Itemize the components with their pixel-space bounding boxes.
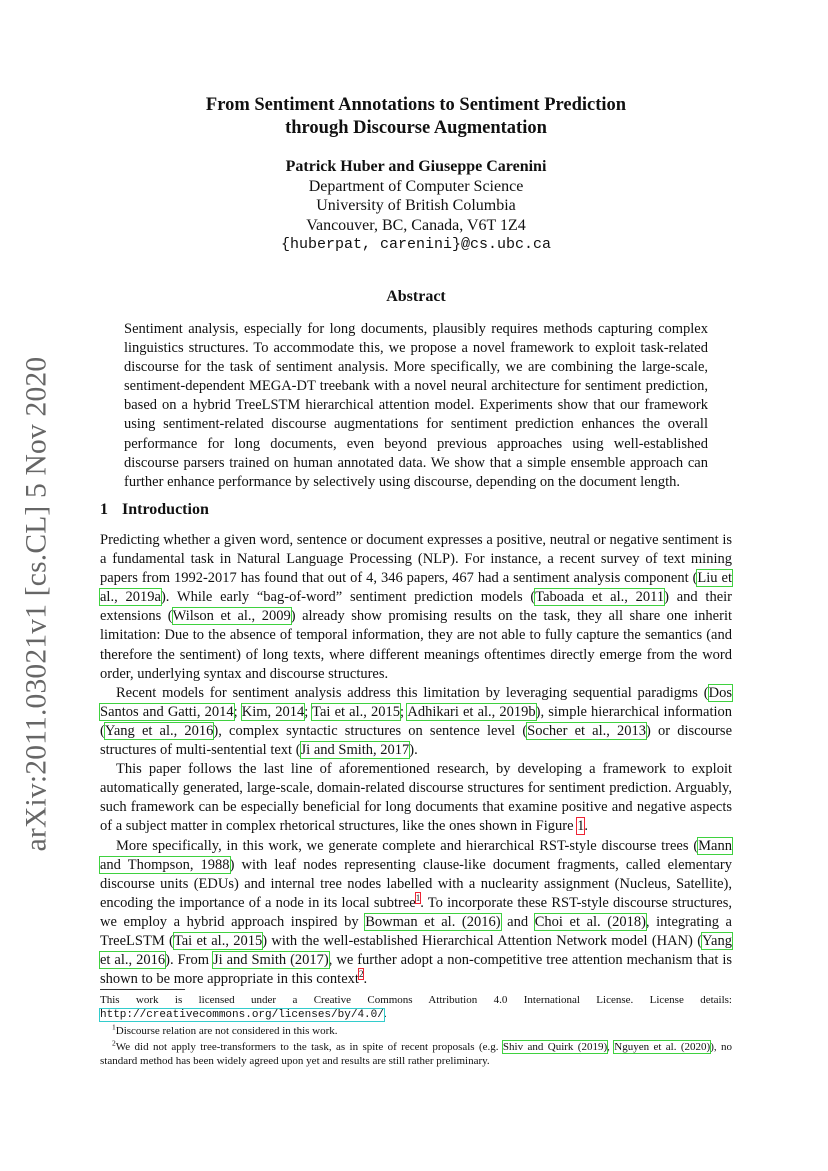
abstract-heading: Abstract — [386, 288, 446, 305]
footnote-text: We did not apply tree-transformers to the task, as in spite of recent proposals (e.g. — [115, 1041, 503, 1053]
section-number: 1 — [100, 501, 108, 518]
text-run: ). From — [165, 952, 213, 969]
citation-link[interactable]: Bowman et al. (2016) — [365, 913, 501, 930]
paragraph-3 — [100, 760, 732, 836]
author-university: University of British Columbia — [316, 197, 516, 214]
license-note — [100, 993, 732, 1022]
citation-link[interactable]: Wilson et al., 2009 — [172, 608, 291, 625]
citation-link[interactable]: Taboada et al., 2011 — [535, 589, 665, 606]
text-run: . — [363, 971, 368, 988]
citation-link[interactable]: Socher et al., 2013 — [527, 722, 647, 739]
text-run: ). — [409, 742, 418, 759]
abstract-text: Sentiment analysis, especially for long documents, plausibly requires methods capturing complex linguistics structures. To accommodate this, we propose a novel framework to exploit task-related discourse for the task of sentiment analysis. More specifically, we are combining the large-scale, sentiment-dependent MEGA-DT treebank with a novel neural architecture for sentiment prediction, based on a hybrid TreeLSTM hierarchical attention model. Experiments show that our framework using sentiment-related discourse augmentations for sentiment prediction enhances the overall performance for long documents, even beyond previous approaches using well-established discourse parsers trained on human annotated data. We show that a simple ensemble approach can further enhance performance by selectively using discourse, depending on the document length. — [124, 321, 708, 490]
author-block — [100, 157, 732, 255]
arxiv-stamp-text: arXiv:2011.03021v1 [cs.CL] 5 Nov 2020 — [20, 356, 53, 852]
text-run: Predicting whether a given word, sentence or document expresses a positive, neutral or negative sentiment is a fundamental task in Natural Language Processing (NLP). For instance, a recent survey of text mining papers from 1992-2017 has found that out of 4, 346 papers, 467 had a sentiment analysis component ( — [100, 532, 732, 587]
text-run: ; — [304, 703, 313, 720]
text-run: and — [500, 913, 535, 930]
footnote-text: ), no standard method has been widely agreed upon yet and results are still rather preliminary. — [100, 1041, 733, 1067]
text-run: ) already show promising results on the task, they all share one inherit limitation: Due to the absence of temporal information, they are not able to fully capture the semantics (and therefore the sentiment) of long texts, where different meanings oftentimes directly emerge from the word order, underlying syntax and discourse structures. — [100, 608, 732, 682]
author-location: Vancouver, BC, Canada, V6T 1Z4 — [306, 216, 526, 234]
section-heading — [100, 501, 209, 519]
text-run: . To incorporate these RST-style discourse structures, we employ a hybrid approach inspired by — [100, 894, 732, 930]
footnote-mark: 1 — [112, 1022, 116, 1032]
text-run: ). While early “bag-of-word” sentiment prediction models ( — [160, 589, 536, 606]
text-run: This paper follows the last line of aforementioned research, by developing a framework to exploit automatically generated, large-scale, domain-related discourse structures for sentiment prediction. Arguably, such framework can be especially beneficial for long documents that examine positive and negative aspects of a subject matter in complex rhetorical structures, like the ones shown in Figure — [100, 761, 732, 835]
paragraph-2 — [100, 684, 732, 760]
text-run: . — [383, 1008, 387, 1020]
citation-link[interactable]: Shiv and Quirk (2019) — [502, 1041, 608, 1053]
paper-title — [100, 94, 732, 140]
citation-link[interactable]: Yang et al., 2016 — [100, 932, 732, 969]
citation-link[interactable]: Kim, 2014 — [241, 703, 305, 720]
citation-link[interactable]: Adhikari et al., 2019b — [407, 703, 536, 720]
footnote-1 — [100, 1024, 732, 1038]
footnote-2 — [100, 1040, 732, 1068]
section-body — [100, 531, 732, 989]
footnote-text: Discourse relation are not considered in this work. — [115, 1025, 338, 1037]
citation-link[interactable]: Liu et al., 2019a — [100, 570, 732, 606]
text-run: , — [607, 1041, 615, 1053]
citation-link[interactable]: Dos Santos and Gatti, 2014 — [100, 684, 732, 720]
citation-link[interactable]: Choi et al. (2018) — [534, 913, 646, 930]
citation-link[interactable]: Yang et al., 2016 — [104, 722, 214, 739]
footnote-divider — [100, 989, 185, 990]
footnote-mark: 2 — [112, 1038, 116, 1048]
footnotes — [100, 993, 732, 1070]
paragraph-4 — [100, 837, 732, 990]
license-url-link[interactable]: http://creativecommons.org/licenses/by/4.0/ — [100, 1009, 384, 1021]
author-email: {huberpat, carenini}@cs.ubc.ca — [280, 236, 552, 253]
citation-link[interactable]: Tai et al., 2015 — [312, 703, 400, 720]
license-text: This work is licensed under a Creative Commons Attribution 4.0 International License. License details: — [100, 994, 732, 1006]
footnote-ref-link[interactable]: 1 — [415, 892, 421, 903]
citation-link[interactable]: Tai et al., 2015 — [173, 932, 263, 949]
figure-link[interactable]: 1 — [577, 818, 585, 835]
text-run: ) with leaf nodes representing clause-like document fragments, called elementary discourse units (EDUs) and internal tree nodes labelled with a nuclearity assignment (Nucleus, Satellite), encoding the importance of a node in its local subtree — [100, 856, 733, 911]
text-run: More specifically, in this work, we generate complete and hierarchical RST-style discourse trees ( — [116, 837, 699, 854]
text-run: ) and their extensions ( — [100, 589, 733, 625]
text-run: ), simple hierarchical information ( — [100, 703, 733, 739]
citation-link[interactable]: Nguyen et al. (2020) — [614, 1041, 711, 1053]
text-run: . — [584, 818, 589, 835]
text-run: Recent models for sentiment analysis address this limitation by leveraging sequential paradigms ( — [116, 684, 709, 701]
text-run: ; — [400, 703, 408, 720]
paragraph-1 — [100, 531, 732, 684]
text-run: ) or discourse structures of multi-sentential text ( — [100, 722, 733, 759]
section-title: Introduction — [122, 501, 209, 518]
title-line-2: through Discourse Augmentation — [285, 118, 547, 138]
citation-link[interactable]: Ji and Smith, 2017 — [300, 742, 410, 759]
arxiv-stamp — [13, 356, 61, 852]
text-run: ), complex syntactic structures on sentence level ( — [213, 722, 528, 739]
author-names: Patrick Huber and Giuseppe Carenini — [285, 158, 547, 175]
citation-link[interactable]: Ji and Smith (2017) — [212, 952, 329, 969]
citation-link[interactable]: Mann and Thompson, 1988 — [100, 837, 732, 873]
text-run: ; — [233, 703, 242, 720]
text-run: , integrating a TreeLSTM ( — [100, 913, 732, 949]
footnote-ref-link[interactable]: 2 — [358, 969, 364, 980]
author-department: Department of Computer Science — [308, 177, 524, 195]
text-run: , we further adopt a non-competitive tree attention mechanism that is shown to be more appropriate in this context — [100, 952, 733, 988]
text-run: ) with the well-established Hierarchical Attention Network model (HAN) ( — [262, 932, 703, 949]
title-line-1: From Sentiment Annotations to Sentiment Prediction — [205, 95, 627, 115]
